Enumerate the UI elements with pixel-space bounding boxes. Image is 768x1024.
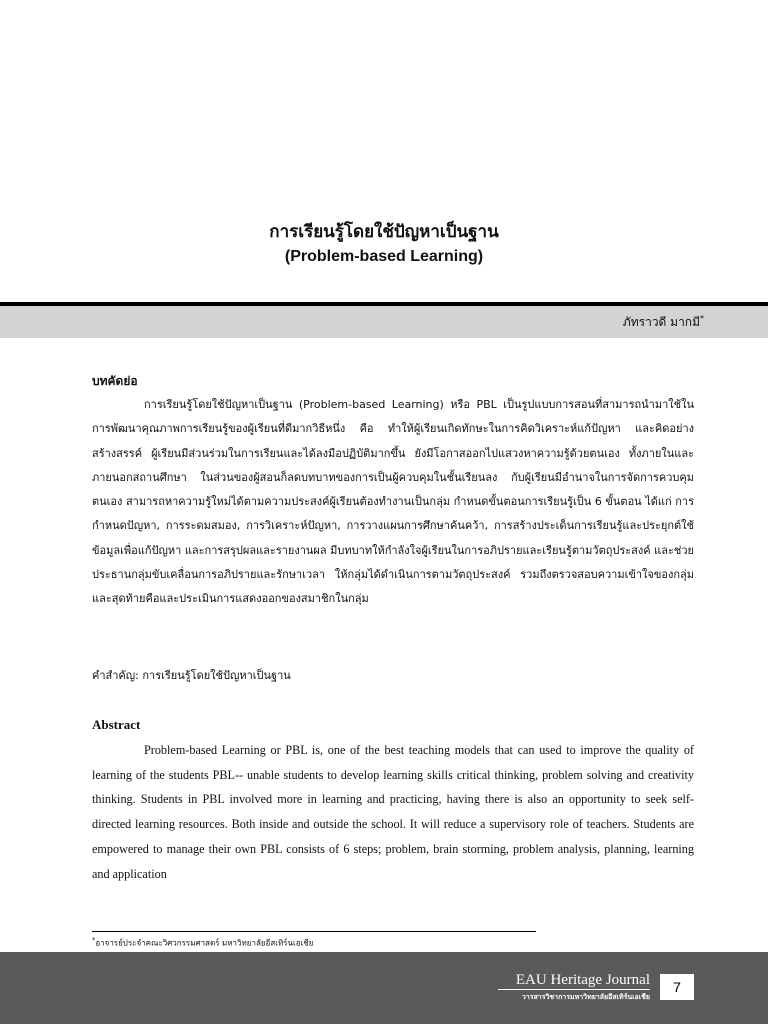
author-line [623,313,704,332]
abstract-thai-text: การเรียนรู้โดยใช้ปัญหาเป็นฐาน (Problem-based Learning) หรือ PBL เป็นรูปแบบการสอนที่สามารถนำมาใช้ในการพัฒนาคุณภาพการเรียนรู้ของผู้เรียนที่ดีมากวิธีหนึ่ง คือ ทำให้ผู้เรียนเกิดทักษะในการคิดวิเคราะห์แก้ปัญหา และคิดอย่างสร้างสรรค์ ผู้เรียนมีส่วนร่วมในการเรียนและได้ลงมือปฏิบัติมากขึ้น ยังมีโอกาสออกไปแสวงหาความรู้ด้วยตนเอง ทั้งภายในและภายนอกสถานศึกษา ในส่วนของผู้สอนก็ลดบทบาทของการเป็นผู้ควบคุมในชั้นเรียนลง กับผู้เรียนมีอำนาจในการจัดการควบคุมตนเอง สามารถหาความรู้ใหม่ได้ตามความประสงค์ผู้เรียนต้องทำงานเป็นกลุ่ม กำหนดขั้นตอนการเรียนรู้เป็น 6 ขั้นตอน ได้แก่ การกำหนดปัญหา, การระดมสมอง, การวิเคราะห์ปัญหา, การวางแผนการศึกษาค้นคว้า, การสร้างประเด็นการเรียนรู้และประยุกต์ใช้ข้อมูลเพื่อแก้ปัญหา และการสรุปผลและรายงานผล มีบทบาทให้กำลังใจผู้เรียนในการอภิปรายและเรียนรู้ตามวัตถุประสงค์ และช่วยประธานกลุ่มขับเคลื่อนการอภิปรายและรักษาเวลา ให้กลุ่มได้ดำเนินการตามวัตถุประสงค์ รวมถึงตรวจสอบความเข้าใจของกลุ่มและสุดท้ายคือและประเมินการแสดงออกของสมาชิกในกลุ่ม [92,398,694,606]
abstract-thai-body [92,393,694,612]
abstract-english-heading: Abstract [92,717,141,732]
footnote-text: อาจารย์ประจำคณะวิศวกรรมศาสตร์ มหาวิทยาลัยอีสเทิร์นเอเชีย [95,938,314,948]
journal-name: EAU Heritage Journal [515,972,650,988]
abstract-thai-heading: บทคัดย่อ [92,374,138,388]
author-footnote-mark: * [700,314,704,323]
abstract-english-body [92,738,694,886]
keywords-value: การเรียนรู้โดยใช้ปัญหาเป็นฐาน [142,669,291,682]
article-title-english: (Problem-based Learning) [284,248,484,265]
page-footer [0,952,768,1024]
page-number: 7 [660,974,694,1000]
journal-rule [498,989,650,990]
abstract-english-text: Problem-based Learning or PBL is, one of the best teaching models that can used to improve the quality of learning of the students PBL-- unable students to develop learning skills critical thinking, problem solving and creativity thinking. Students in PBL involved more in learning and practicing, having there is also an opportunity to seek self-directed learning resources. Both inside and outside the school. It will reduce a supervisory role of teachers. Students are empowered to manage their own PBL consists of 6 steps; problem, brain storming, problem analysis, planning, learning and application [92,743,694,881]
author-name: ภัทราวดี มากมี [622,315,700,329]
footnote [92,936,313,950]
footnote-mark: * [92,936,96,944]
journal-subtitle: วารสารวิชาการมหาวิทยาลัยอีสเทิร์นเอเชีย [521,993,650,1001]
keywords-line [92,666,291,684]
keywords-label: คำสำคัญ: [92,669,139,682]
author-band [0,306,768,338]
article-title-thai: การเรียนรู้โดยใช้ปัญหาเป็นฐาน [269,222,499,242]
footnote-rule [92,931,536,932]
